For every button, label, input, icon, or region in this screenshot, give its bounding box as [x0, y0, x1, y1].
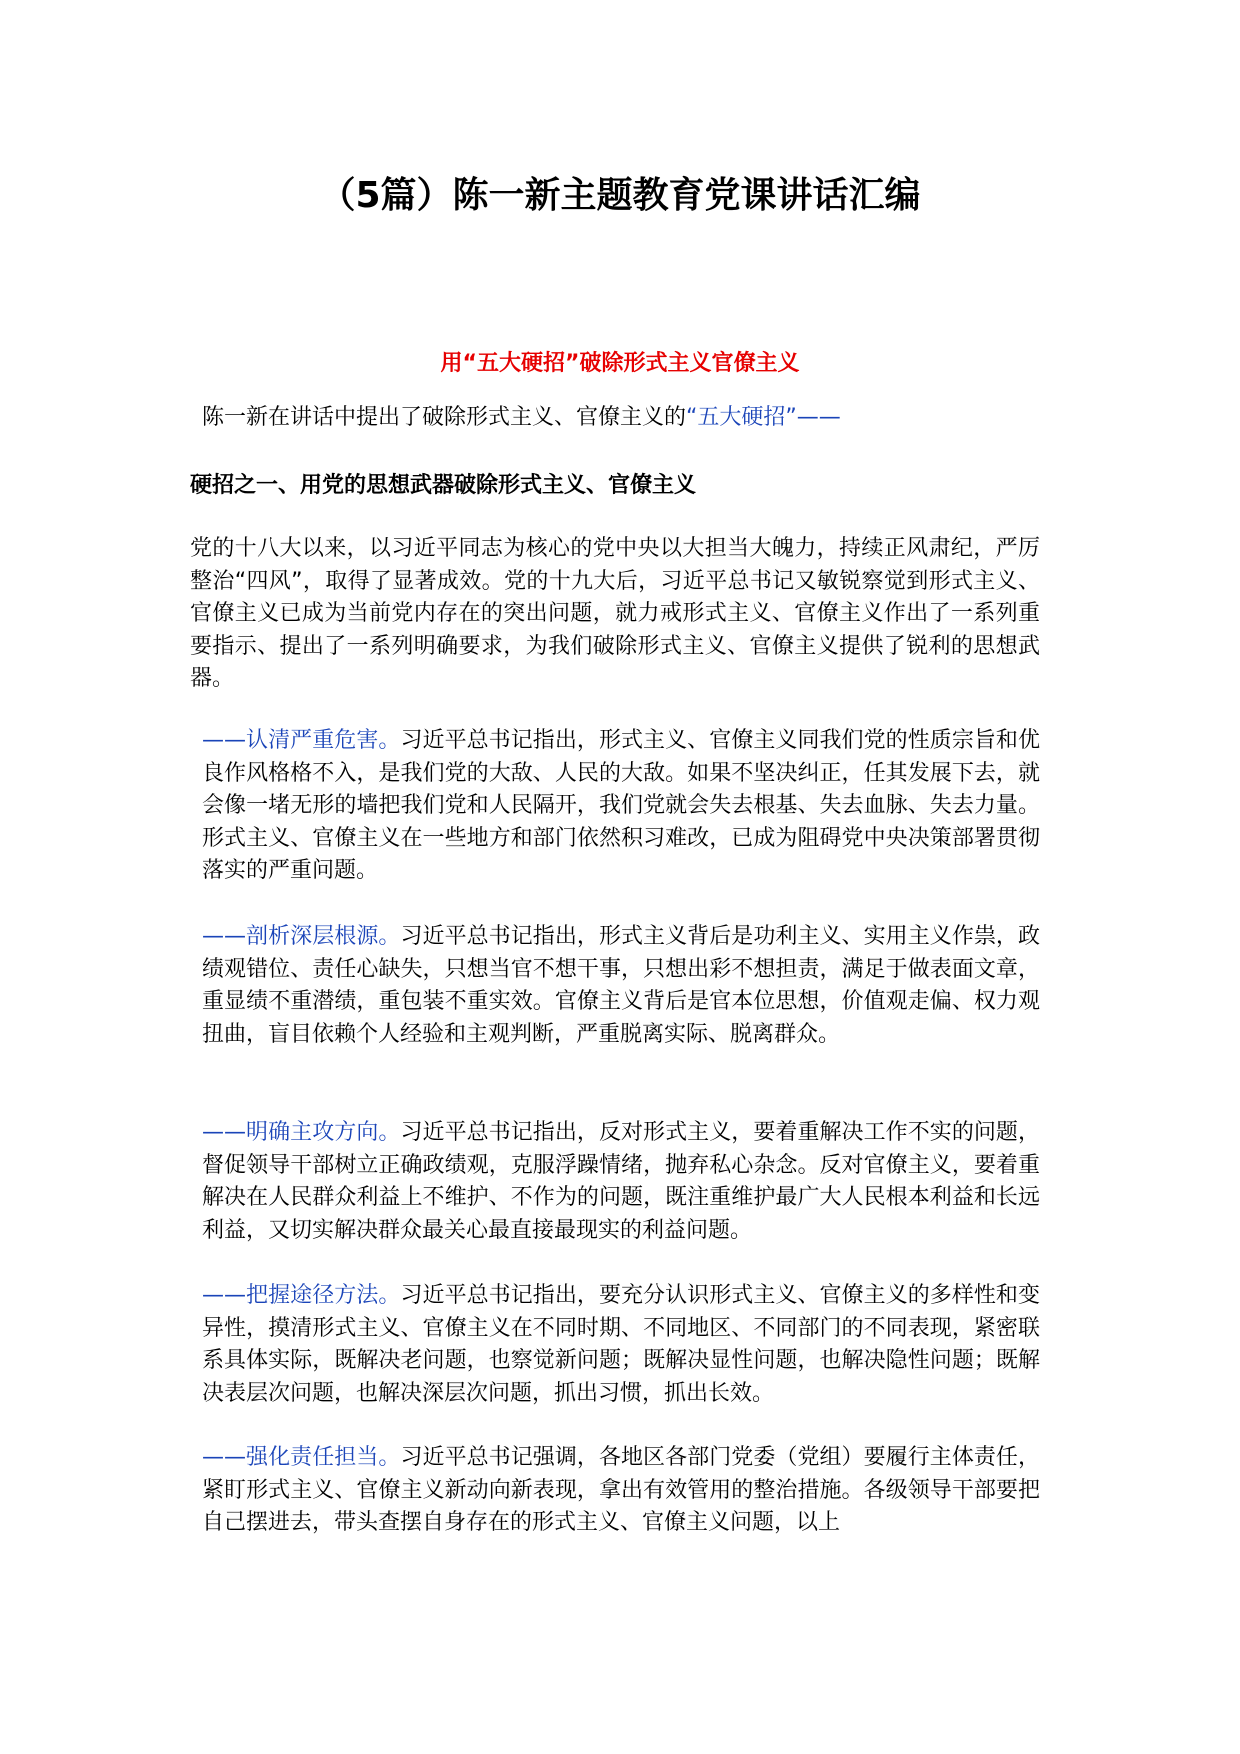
- intro-text: 陈一新在讲话中提出了破除形式主义、官僚主义的: [202, 405, 687, 430]
- item-text: 习近平总书记指出，反对形式主义，要着重解决工作不实的问题，督促领导干部树立正确政绩观，克服浮躁情绪，抛弃私心杂念。反对官僚主义，要着重解决在人民群众利益上不维护、不作为的问题，既注重维护最广大人民根本利益和长远利益，又切实解决群众最关心最直接最现实的利益问题。: [202, 1120, 1040, 1243]
- body-paragraph: 党的十八大以来，以习近平同志为核心的党中央以大担当大魄力，持续正风肃纪，严厉整治“四风”，取得了显著成效。党的十九大后，习近平总书记又敏锐察觉到形式主义、官僚主义已成为当前党内存在的突出问题，就力戒形式主义、官僚主义作出了一系列重要指示、提出了一系列明确要求，为我们破除形式主义、官僚主义提供了锐利的思想武器。: [190, 536, 1040, 692]
- item-lead: ——强化责任担当。: [202, 1445, 401, 1470]
- item-lead: ——明确主攻方向。: [202, 1120, 401, 1145]
- item-text: 习近平总书记指出，要充分认识形式主义、官僚主义的多样性和变异性，摸清形式主义、官僚主义在不同时期、不同地区、不同部门的不同表现，紧密联系具体实际，既解决老问题，也察觉新问题；既解决显性问题，也解决隐性问题；既解决表层次问题，也解决深层次问题，抓出习惯，抓出长效。: [202, 1283, 1040, 1406]
- list-item: [202, 921, 1040, 1051]
- intro-line: [202, 402, 841, 434]
- item-lead: ——把握途径方法。: [202, 1283, 401, 1308]
- list-item: [202, 1117, 1040, 1247]
- list-item: [202, 1442, 1040, 1540]
- document-title: （5篇）陈一新主题教育党课讲话汇编: [319, 175, 921, 216]
- intro-highlight: “五大硬招”——: [686, 405, 841, 430]
- item-lead: ——剖析深层根源。: [202, 924, 401, 949]
- item-text: 习近平总书记强调，各地区各部门党委（党组）要履行主体责任，紧盯形式主义、官僚主义新动向新表现，拿出有效管用的整治措施。各级领导干部要把自己摆进去，带头查摆自身存在的形式主义、官僚主义问题，以上: [202, 1445, 1040, 1536]
- item-text: 习近平总书记指出，形式主义、官僚主义同我们党的性质宗旨和优良作风格格不入，是我们党的大敌、人民的大敌。如果不坚决纠正，任其发展下去，就会像一堵无形的墙把我们党和人民隔开，我们党就会失去根基、失去血脉、失去力量。形式主义、官僚主义在一些地方和部门依然积习难改，已成为阻碍党中央决策部署贯彻落实的严重问题。: [202, 728, 1040, 884]
- subheading: 硬招之一、用党的思想武器破除形式主义、官僚主义: [190, 473, 697, 498]
- section-title: 用“五大硬招”破除形式主义官僚主义: [440, 351, 800, 376]
- item-text: 习近平总书记指出，形式主义背后是功利主义、实用主义作祟，政绩观错位、责任心缺失，只想当官不想干事，只想出彩不想担责，满足于做表面文章，重显绩不重潜绩，重包装不重实效。官僚主义背后是官本位思想，价值观走偏、权力观扭曲，盲目依赖个人经验和主观判断，严重脱离实际、脱离群众。: [202, 924, 1040, 1047]
- list-item: [202, 725, 1040, 888]
- list-item: [202, 1280, 1040, 1410]
- item-lead: ——认清严重危害。: [202, 728, 401, 753]
